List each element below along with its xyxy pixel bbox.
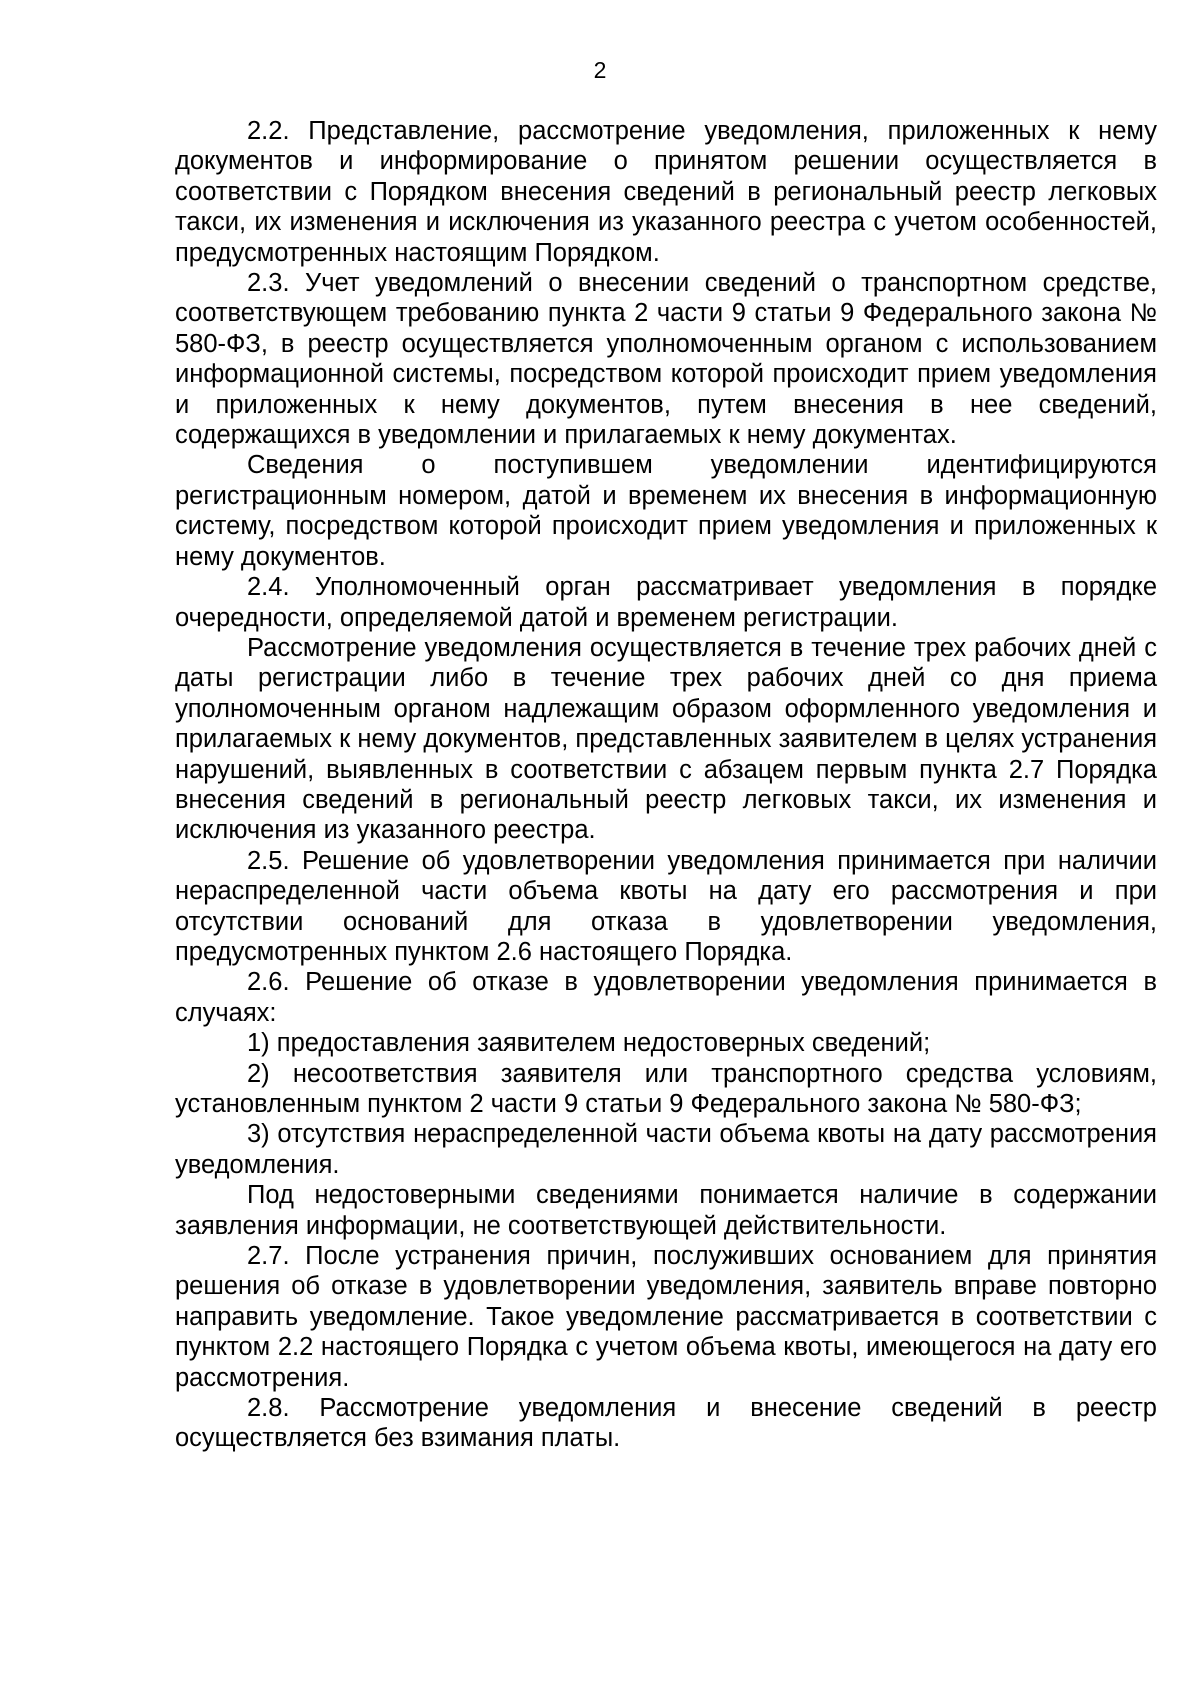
paragraph-2-7: 2.7. После устранения причин, послуживших основанием для принятия решения об отказе в удовлетворении уведомления, заявитель вправе повторно направить уведомление. Такое уведомление рассматривается в соответствии с пунктом 2.2 настоящего Порядка с учетом объема квоты, имеющегося на дату его рассмотрения.	[175, 1242, 1157, 1392]
list-item-1: 1) предоставления заявителем недостоверных сведений;	[247, 1029, 931, 1058]
paragraph-2-4-review-period: Рассмотрение уведомления осуществляется в течение трех рабочих дней с даты регистрации либо в течение трех рабочих дней со дня приема уполномоченным органом надлежащим образом оформленного уведомления и прилагаемых к нему документов, представленных заявителем в целях устранения нарушений, выявленных в соответствии с абзацем первым пункта 2.7 Порядка внесения сведений в региональный реестр легковых такси, их изменения и исключения из указанного реестра.	[175, 633, 1157, 845]
paragraph-2-5: 2.5. Решение об удовлетворении уведомления принимается при наличии нераспределенной части объема квоты на дату его рассмотрения и при отсутствии оснований для отказа в удовлетворении уведомления, предусмотренных пунктом 2.6 настоящего Порядка.	[175, 846, 1157, 966]
document-body	[175, 116, 1157, 1454]
paragraph-2-3-details: Сведения о поступившем уведомлении идентифицируются регистрационным номером, датой и временем их внесения в информационную систему, посредством которой происходит прием уведомления и приложенных к нему документов.	[175, 451, 1157, 571]
list-item-3: 3) отсутствия нераспределенной части объема квоты на дату рассмотрения уведомления.	[175, 1120, 1157, 1179]
paragraph-2-8: 2.8. Рассмотрение уведомления и внесение сведений в реестр осуществляется без взимания платы.	[175, 1394, 1157, 1453]
paragraph-false-information: Под недостоверными сведениями понимается наличие в содержании заявления информации, не соответствующей действительности.	[175, 1181, 1157, 1240]
paragraph-2-3: 2.3. Учет уведомлений о внесении сведений о транспортном средстве, соответствующем требованию пункта 2 части 9 статьи 9 Федерального закона № 580-ФЗ, в реестр осуществляется уполномоченным органом с использованием информационной системы, посредством которой происходит прием уведомления и приложенных к нему документов, путем внесения в нее сведений, содержащихся в уведомлении и прилагаемых к нему документах.	[175, 269, 1157, 450]
paragraph-2-6: 2.6. Решение об отказе в удовлетворении уведомления принимается в случаях:	[175, 968, 1157, 1027]
list-item-2: 2) несоответствия заявителя или транспортного средства условиям, установленным пунктом 2 части 9 статьи 9 Федерального закона № 580-ФЗ;	[175, 1059, 1157, 1118]
paragraph-2-2: 2.2. Представление, рассмотрение уведомления, приложенных к нему документов и информирование о принятом решении осуществляется в соответствии с Порядком внесения сведений в региональный реестр легковых такси, их изменения и исключения из указанного реестра с учетом особенностей, предусмотренных настоящим Порядком.	[175, 117, 1157, 267]
paragraph-2-4: 2.4. Уполномоченный орган рассматривает уведомления в порядке очередности, определяемой датой и временем регистрации.	[175, 573, 1157, 632]
page-number: 2	[593, 57, 607, 83]
